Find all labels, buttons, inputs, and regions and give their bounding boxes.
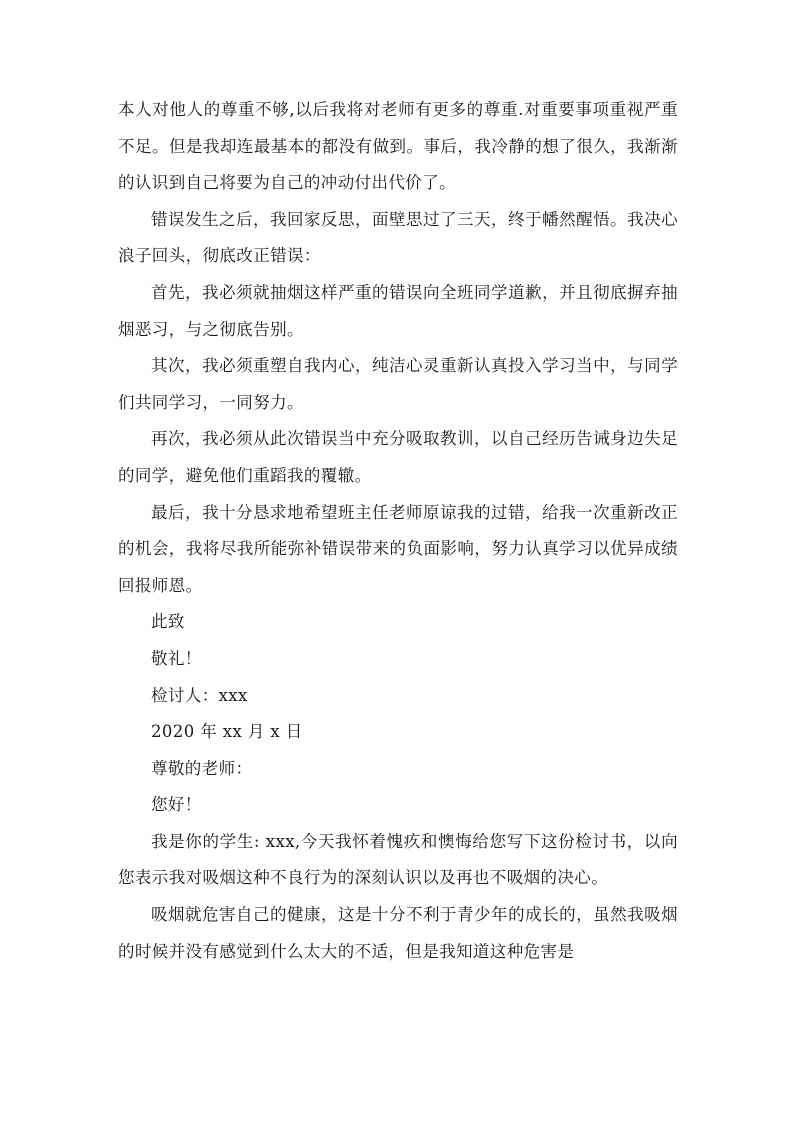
paragraph-second: 其次，我必须重塑自我内心，纯洁心灵重新认真投入学习当中，与同学们共同学习，一同努力。 [118,356,678,412]
document-body [118,92,678,970]
paragraph-reflection: 错误发生之后，我回家反思，面壁思过了三天，终于幡然醒悟。我决心浪子回头，彻底改正错误： [118,209,678,266]
date-line: 2020 年 xx 月 x 日 [151,722,303,742]
paragraph-respect-shortfall: 本人对他人的尊重不够,以后我将对老师有更多的尊重.对重要事项重视严重不足。但是我却连最基本的都没有做到。事后，我冷静的想了很久，我渐渐的认识到自己将要为自己的冲动付出代价了。 [118,100,678,193]
closing-regards: 敬礼！ [151,648,202,668]
paragraph-first: 首先，我必须就抽烟这样严重的错误向全班同学道歉，并且彻底摒弃抽烟恶习，与之彻底告别。 [118,282,678,339]
signature-line: 检讨人：xxx [151,685,248,705]
paragraph-introduction: 我是你的学生: xxx,今天我怀着愧疚和懊悔给您写下这份检讨书，以向您表示我对吸烟这种不良行为的深刻认识以及再也不吸烟的决心。 [118,831,678,888]
paragraph-third: 再次，我必须从此次错误当中充分吸取教训，以自己经历告诫身边失足的同学，避免他们重蹈我的覆辙。 [118,429,678,485]
letter-greeting: 尊敬的老师： [151,758,253,778]
letter-hello: 您好！ [151,795,202,815]
closing-salutation: 此致 [151,612,185,632]
paragraph-last: 最后，我十分恳求地希望班主任老师原谅我的过错，给我一次重新改正的机会，我将尽我所能弥补错误带来的负面影响，努力认真学习以优异成绩回报师恩。 [118,502,678,595]
paragraph-smoking-harm: 吸烟就危害自己的健康，这是十分不利于青少年的成长的，虽然我吸烟的时候并没有感觉到什么太大的不适，但是我知道这种危害是 [118,905,678,961]
